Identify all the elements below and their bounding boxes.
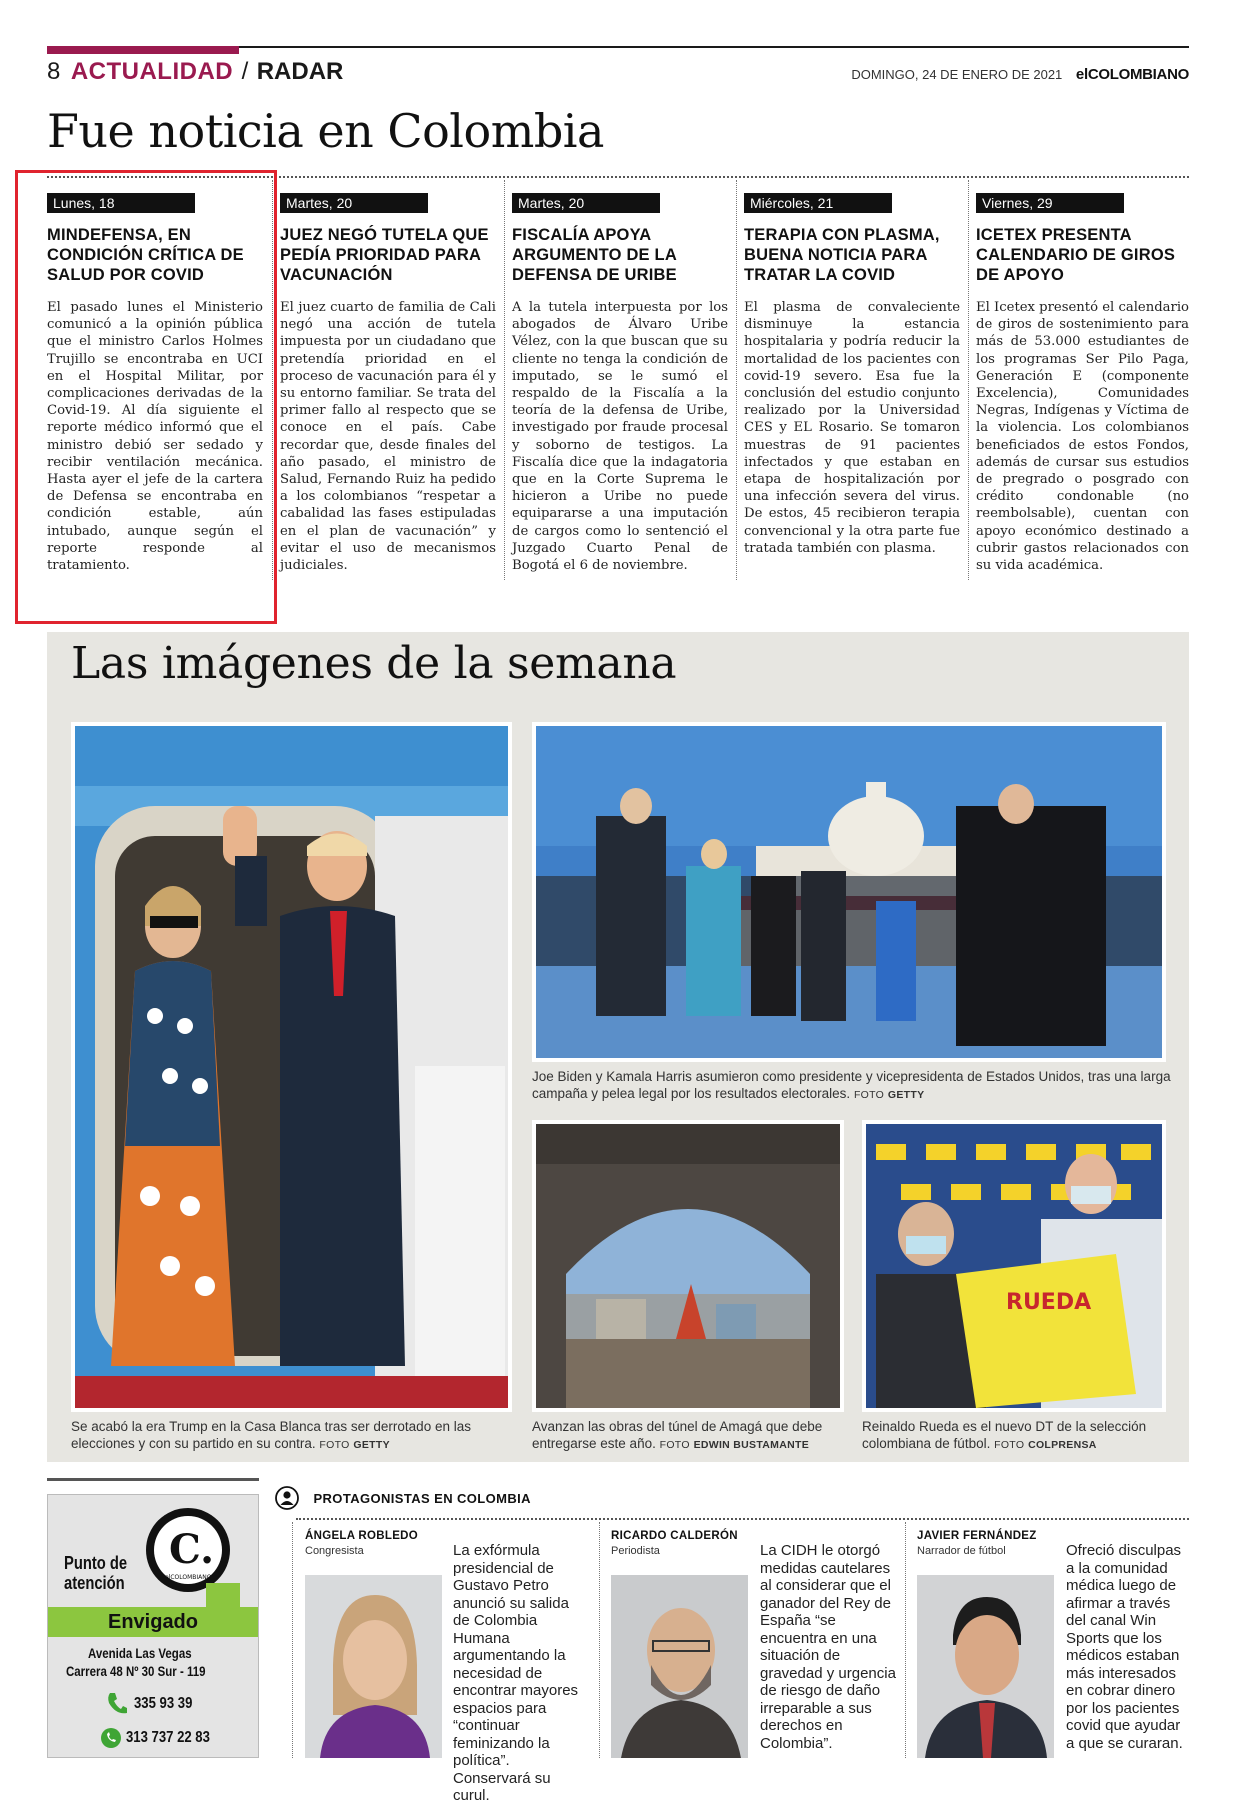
- news-body: A la tutela interpuesta por los abogados de Álvaro Uribe Vélez, con la que buscan que su cliente no tenga la condición de imputado, se le sumó el respaldo de la Fiscalía a la teoría de la defensa de Uribe, investigado por fraude procesal y soborno de testigos. La Fiscalía dice que la indagatoria que en la Corte Suprema le hicieron a Uribe no puede equipararse a una imputación de cargos como lo sentenció el Juzgado Cuarto Penal de Bogotá el 6 de noviembre.: [512, 300, 728, 574]
- person-text: Ofreció disculpas a la comunidad médica luego de afirmar a través del canal Win Sports que los médicos estaban más interesados en cobrar dinero por los pacientes covid que ayudar a que se curaran.: [1066, 1542, 1183, 1752]
- phone-icon: [106, 1691, 128, 1715]
- dotted-divider: [296, 1518, 1189, 1520]
- news-body: El juez cuarto de familia de Cali negó una acción de tutela impuesta por un ciudadano que pretendía prioridad en el proceso de vacunación para él y su entorno familiar. Se trata del primer fallo al respecto que se conoce en el país. Cabe recordar que, desde finales del año pasado, el ministro de Salud, Fernando Ruiz ha pedido a los colombianos “respetar a cabalidad las fases estipuladas en el plan de vacunación” y evitar el uso de mecanismos judiciales.: [280, 300, 496, 574]
- news-body: El pasado lunes el Ministerio comunicó a la opinión pública que el ministro Carlos Holmes Trujillo se encontraba en UCI en el Hospital Militar, por complicaciones derivadas de la Covid-19. Al día siguiente el reporte médico informó que el ministro debió ser sedado y recibir ventilación mecánica. Hasta ayer el jefe de la cartera de Defensa se encontraba en condición estable, aún intubado, aunque según el reporte responde al tratamiento.: [47, 300, 263, 574]
- news-column: [744, 193, 960, 557]
- protagonists-title: PROTAGONISTAS EN COLOMBIA: [313, 1490, 531, 1506]
- header-meta: [851, 66, 1189, 83]
- column-separator: [504, 180, 505, 580]
- person-name: RICARDO CALDERÓN: [611, 1530, 738, 1542]
- news-column: [512, 193, 728, 574]
- person-photo: [611, 1575, 748, 1758]
- news-date: Viernes, 29: [976, 193, 1124, 213]
- news-headline: ICETEX PRESENTA CALENDARIO DE GIROS DE APOYO: [976, 226, 1176, 284]
- photo-caption: Avanzan las obras del túnel de Amagá que debe entregarse este año. FOTO EDWIN BUSTAMANTE: [532, 1419, 823, 1451]
- bottom-left-rule: [47, 1478, 259, 1481]
- person-icon: [275, 1486, 299, 1510]
- section-label: ACTUALIDAD: [70, 58, 234, 85]
- column-separator: [292, 1522, 293, 1758]
- person-text: La exfórmula presidencial de Gustavo Petro anunció su salida de Colombia Humana argumentando la necesidad de encontrar mayores espacios para “continuar feminizando la política”. Conservará su curul.: [453, 1542, 579, 1804]
- whatsapp-icon: [100, 1727, 122, 1749]
- column-separator: [736, 180, 737, 580]
- photo-credit: COLPRENSA: [1028, 1439, 1097, 1451]
- service-point-ad: [47, 1494, 259, 1758]
- photo-credit: GETTY: [887, 1089, 925, 1101]
- photo-caption: Joe Biden y Kamala Harris asumieron como presidente y vicepresidenta de Estados Unidos, tras una larga campaña y pelea legal por los resultados electorales. FOTO GETTY: [532, 1069, 1171, 1101]
- subsection-label: RADAR: [256, 58, 344, 85]
- column-separator: [905, 1522, 906, 1758]
- news-headline: MINDEFENSA, EN CONDICIÓN CRÍTICA DE SALUD POR COVID: [47, 226, 244, 284]
- photo-biden-inauguration: [532, 722, 1166, 1062]
- ad-city-banner: [48, 1607, 258, 1637]
- photo-amaga-tunnel: [532, 1120, 844, 1412]
- svg-text:RUEDA: RUEDA: [1006, 1290, 1092, 1315]
- column-separator: [599, 1522, 600, 1758]
- person-role: Periodista: [611, 1545, 660, 1557]
- news-date: Martes, 20: [512, 193, 660, 213]
- photo-caption: Reinaldo Rueda es el nuevo DT de la selección colombiana de fútbol. FOTO COLPRENSA: [862, 1419, 1147, 1451]
- person-name: JAVIER FERNÁNDEZ: [917, 1530, 1037, 1542]
- section-accent-bar: [47, 46, 239, 54]
- news-headline: TERAPIA CON PLASMA, BUENA NOTICIA PARA TRATAR LA COVID: [744, 226, 940, 284]
- svg-text:C.: C.: [169, 1526, 215, 1573]
- news-column: [976, 193, 1189, 574]
- ad-whatsapp: 313 737 22 83: [126, 1729, 210, 1746]
- person-text: La CIDH le otorgó medidas cautelares al considerar que el ganador del Rey de España “se encuentra en una situación de gravedad y urgencia de riesgo de daño irreparable a sus derechos en Colombia”.: [760, 1542, 896, 1752]
- brand-logo: elCOLOMBIANO: [1075, 66, 1189, 83]
- ad-address-line1: Avenida Las Vegas: [88, 1645, 192, 1661]
- ad-phone: 335 93 39: [134, 1695, 193, 1712]
- person-photo: [305, 1575, 442, 1758]
- news-section-title: Fue noticia en Colombia: [47, 104, 604, 158]
- news-column: [280, 193, 496, 574]
- highlight-box: [15, 170, 277, 624]
- photo-trump-departure: [71, 722, 512, 1412]
- news-body: El plasma de convaleciente disminuye la estancia hospitalaria y podría reducir la mortalidad de los pacientes con covid-19 severo. Esa fue la conclusión del estudio conjunto realizado por la Universidad CES y EL Rosario. Se tomaron muestras de 91 pacientes infectados y que estaban en etapa de hospitalización por una infección severa del virus. De estos, 45 recibieron terapia convencional y la otra parte fue tratada también con plasma.: [744, 300, 960, 556]
- ad-city: Envigado: [107, 1611, 198, 1633]
- news-date: Martes, 20: [280, 193, 428, 213]
- news-date: Lunes, 18: [47, 193, 195, 213]
- protagonists-header: [275, 1486, 531, 1516]
- news-headline: JUEZ NEGÓ TUTELA QUE PEDÍA PRIORIDAD PARA VACUNACIÓN: [280, 226, 489, 284]
- photo-credit: GETTY: [353, 1439, 390, 1451]
- colombiano-logo: [143, 1505, 233, 1595]
- images-section-title: Las imágenes de la semana: [71, 638, 677, 689]
- issue-date: DOMINGO, 24 DE ENERO DE 2021: [851, 67, 1063, 82]
- ad-title-line2: atención: [64, 1573, 125, 1593]
- section-separator: /: [241, 58, 249, 85]
- ad-address-line2: Carrera 48 Nº 30 Sur - 119: [66, 1663, 206, 1679]
- person-name: ÁNGELA ROBLEDO: [305, 1530, 419, 1542]
- news-headline: FISCALÍA APOYA ARGUMENTO DE LA DEFENSA DE URIBE: [512, 226, 677, 284]
- photo-rueda-presentation: [862, 1120, 1166, 1412]
- photo-caption: Se acabó la era Trump en la Casa Blanca tras ser derrotado en las elecciones y con su partido en su contra. FOTO GETTY: [71, 1419, 471, 1451]
- svg-text:elCOLOMBIANO: elCOLOMBIANO: [165, 1574, 212, 1581]
- photo-credit: EDWIN BUSTAMANTE: [693, 1439, 809, 1451]
- person-role: Narrador de fútbol: [917, 1545, 1006, 1557]
- person-role: Congresista: [305, 1545, 364, 1557]
- page-number: 8: [47, 58, 61, 85]
- column-separator: [968, 180, 969, 580]
- ad-title-line1: Punto de: [64, 1553, 128, 1573]
- person-photo: [917, 1575, 1054, 1758]
- news-date: Miércoles, 21: [744, 193, 892, 213]
- news-body: El Icetex presentó el calendario de giros de sostenimiento para más de 53.000 estudiantes de los programas Ser Pilo Paga, Generación E (componente Excelencia), Comunidades Negras, Indígenas y Víctima de la violencia. Los colombianos beneficiados de estos Fondos, además de cursar sus estudios de pregrado o posgrado con crédito condonable (no reembolsable), cuentan con apoyo económico destinado a cubrir gastos relacionados con su vida académica.: [976, 300, 1189, 574]
